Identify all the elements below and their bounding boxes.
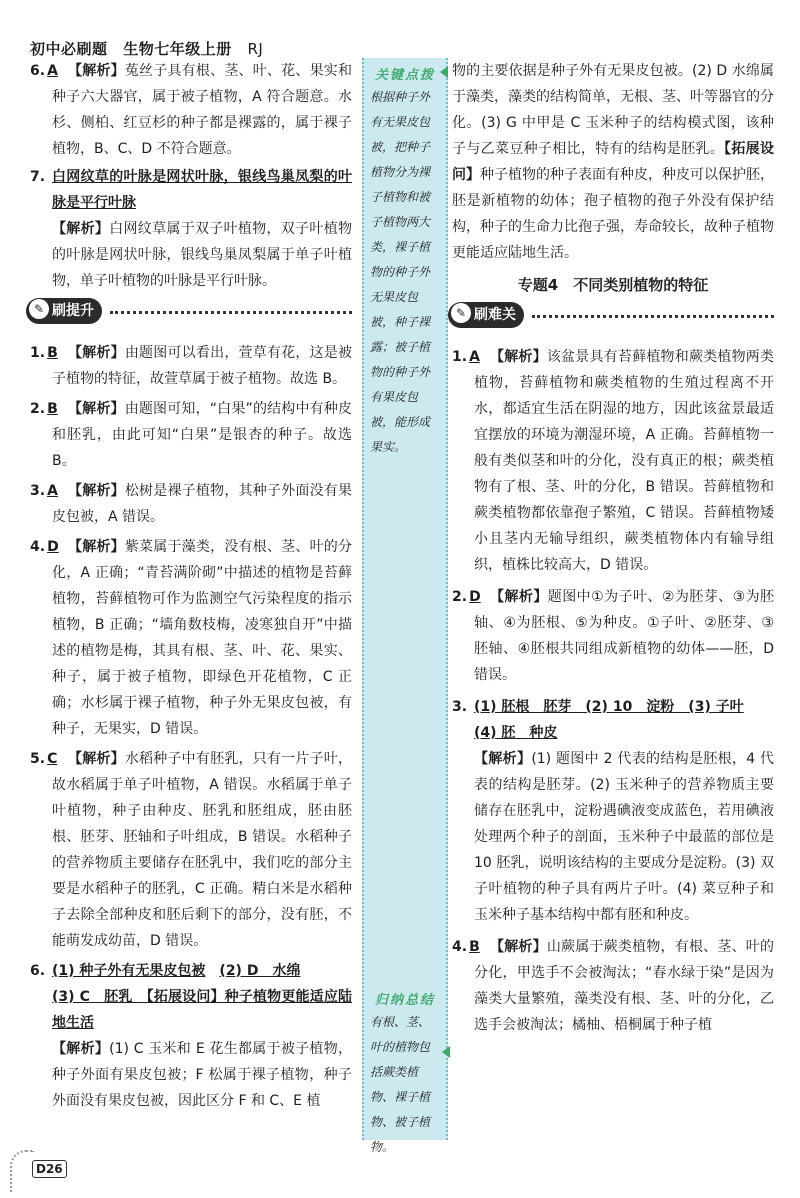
analysis-text: 水稻种子中有胚乳，只有一片子叶，故水稻属于单子叶植物，A 错误。水稻属于单子叶植物，种子由种皮、胚乳和胚组成，胚由胚根、胚芽、胚轴和子叶组成，B 错误。水稻种子的营养物质主要储存在胚乳中，我们吃的部分主要是水稻种子的胚乳，C 正确。精白米是水稻种子去除全部种皮和胚后剩下的部分，没有胚，不能萌发成幼苗，D 错误。 [52, 751, 353, 949]
answer-letter: C [47, 751, 58, 767]
page-corner-decoration [10, 1150, 34, 1192]
answer-part-2: (2) D 水绵 [219, 963, 301, 979]
question-number: 6. [30, 963, 46, 979]
answer-letter: B [469, 939, 480, 955]
answer-q7 [30, 164, 352, 294]
answer-h2 [452, 584, 774, 688]
pointer-arrow-icon [440, 66, 448, 78]
question-number: 1. [30, 345, 46, 361]
answer-part-1: (1) 胚根 胚芽 (2) 10 淀粉 (3) 子叶 [474, 699, 744, 715]
analysis-text: 菟丝子具有根、茎、叶、花、果实和种子六大器官，属于被子植物，A 符合题意。水杉、侧柏、红豆杉的种子都是裸露的，属于裸子植物，B、C、D 不符合题意。 [52, 63, 353, 157]
answer-part-3: (3) C 胚乳 【拓展设问】种子植物更能适应陆地生活 [52, 989, 352, 1031]
key-points-title: 关键点拨 [374, 68, 435, 83]
question-number: 2. [452, 589, 468, 605]
summary-text: 有根、茎、叶的植物包括蕨类植物、裸子植物、被子植物。 [370, 1015, 431, 1154]
analysis-text: 松树是裸子植物，其种子外面没有果皮包被，A 错误。 [52, 483, 353, 525]
edition-label: RJ [247, 40, 264, 58]
left-column [30, 58, 352, 1114]
summary-title: 归纳总结 [374, 993, 435, 1008]
answer-letter: D [469, 589, 481, 605]
key-points-text: 根据种子外有无果皮包被，把种子植物分为裸子植物和被子植物两大类，裸子植物的种子外无果皮包被，种子裸露；被子植物的种子外有果皮包被，能形成果实。 [370, 90, 431, 454]
answer-letter: B [47, 345, 58, 361]
answer-p5 [30, 746, 352, 954]
tips-sidebar [362, 58, 448, 1154]
answer-h4 [452, 934, 774, 1038]
analysis-tag: 【解析】 [68, 751, 125, 767]
question-number: 4. [30, 539, 46, 555]
analysis-text: 山蕨属于蕨类植物，有根、茎、叶的分化，甲选手不会被淘汰；“春水绿于染”是因为藻类大量繁殖，藻类没有根、茎、叶的分化，乙选手会被淘汰；橘柚、梧桐属于种子植 [474, 939, 775, 1033]
banner-label: 刷难关 [474, 307, 516, 323]
page-header [30, 38, 273, 59]
answer-letter: B [47, 401, 58, 417]
question-number: 2. [30, 401, 46, 417]
series-name: 初中必刷题 [30, 40, 108, 58]
subject-name: 生物七年级上册 [123, 40, 232, 58]
answer-letter: A [469, 349, 480, 365]
analysis-tag: 【解析】 [68, 539, 125, 555]
analysis-text: 物的主要依据是种子外有无果皮包被。(2) D 水绵属于藻类，藻类的结构简单，无根、茎、叶等器官的分化。(3) G 中甲是 C 玉米种子的结构模式图，该种子与乙菜豆种子相比，特有的结构是胚乳。 [452, 63, 774, 157]
analysis-text: (1) C 玉米和 E 花生都属于被子植物，种子外面有果皮包被；F 松属于裸子植物，种子外面没有果皮包被，因此区分 F 和 C、E 植 [52, 1041, 352, 1109]
section-banner-improve [26, 298, 352, 334]
analysis-tag: 【解析】 [68, 345, 125, 361]
analysis-tag: 【解析】 [490, 939, 547, 955]
answer-letter: A [47, 483, 58, 499]
analysis-text: 该盆景具有苔藓植物和蕨类植物两类植物，苔藓植物和蕨类植物的生殖过程离不开水，都适宜生活在阴湿的地方，因此该盆景最适宜摆放的环境为潮湿环境，A 正确。苔藓植物一般有类似茎和叶的分化，没有真正的根；蕨类植物有了根、茎、叶的分化，B 错误。苔藓植物和蕨类植物都依靠孢子繁殖，C 错误。苔藓植物矮小且茎内无输导组织，蕨类植物体内有输导组织，植株比较高大，D 错误。 [474, 349, 775, 573]
answer-p4 [30, 534, 352, 742]
section-banner-hard [448, 302, 774, 338]
extension-text: 种子植物的种子表面有种皮，种皮可以保护胚，胚是新植物的幼体；孢子植物的孢子外没有保护结构，种子的生命力比孢子强，寿命较长，故种子植物更能适应陆地生活。 [452, 167, 774, 261]
question-number: 1. [452, 349, 468, 365]
question-number: 6. [30, 63, 46, 79]
analysis-tag: 【解析】 [490, 589, 548, 605]
question-number: 7. [30, 169, 46, 185]
question-number: 4. [452, 939, 468, 955]
answer-letter: A [47, 63, 58, 79]
answer-p6 [30, 958, 352, 1114]
answer-text: 白网纹草的叶脉是网状叶脉，银线鸟巢凤梨的叶脉是平行叶脉 [52, 169, 352, 211]
answer-p1 [30, 340, 352, 392]
analysis-text: 白网纹草属于双子叶植物，双子叶植物的叶脉是网状叶脉，银线鸟巢凤梨属于单子叶植物，单子叶植物的叶脉是平行叶脉。 [52, 221, 353, 289]
analysis-tag: 【解析】 [68, 483, 125, 499]
answer-part-1: (1) 种子外有无果皮包被 [52, 963, 206, 979]
brush-icon: ✎ [29, 299, 49, 319]
summary-box [364, 983, 446, 1160]
analysis-tag: 【解析】 [52, 221, 110, 237]
answer-p2 [30, 396, 352, 474]
analysis-tag: 【解析】 [68, 63, 125, 79]
answer-part-2: (4) 胚 种皮 [474, 725, 558, 741]
analysis-tag: 【解析】 [474, 751, 532, 767]
question-number: 3. [452, 699, 468, 715]
question-number: 3. [30, 483, 46, 499]
dotted-divider [110, 311, 352, 314]
answer-q6-a [30, 58, 352, 162]
answer-p3 [30, 478, 352, 530]
answer-h3 [452, 694, 774, 928]
continued-analysis [452, 58, 774, 266]
analysis-tag: 【解析】 [490, 349, 547, 365]
analysis-text: (1) 题图中 2 代表的结构是胚根，4 代表的结构是胚芽。(2) 玉米种子的营养物质主要储存在胚乳中，淀粉遇碘液变成蓝色，若用碘液处理两个种子的剖面，玉米种子中最蓝的部位是 10 胚乳，说明该结构的主要成分是淀粉。(3) 双子叶植物的种子具有两片子叶。(4) 菜豆种子和玉米种子基本结构中都有胚和种皮。 [474, 751, 774, 923]
extension-tag: 【拓展设问】 [452, 141, 775, 183]
right-column [452, 58, 774, 1038]
question-number: 5. [30, 751, 46, 767]
banner-label: 刷提升 [52, 303, 94, 319]
page-number: D26 [32, 1160, 67, 1178]
brush-icon: ✎ [451, 303, 471, 323]
analysis-text: 题图中①为子叶、②为胚芽、③为胚轴、④为胚根、⑤为种皮。①子叶、②胚芽、③胚轴、④胚根共同组成新植物的幼体——胚，D 错误。 [474, 589, 775, 683]
pointer-arrow-icon [442, 1046, 450, 1058]
analysis-text: 由题图可以看出，萱草有花，这是被子植物的特征，故萱草属于被子植物。故选 B。 [52, 345, 353, 387]
analysis-text: 由题图可知，“白果”的结构中有种皮和胚乳，由此可知“白果”是银杏的种子。故选 B。 [52, 401, 352, 469]
dotted-divider [532, 315, 774, 318]
answer-letter: D [47, 539, 59, 555]
analysis-tag: 【解析】 [52, 1041, 110, 1057]
analysis-text: 紫菜属于藻类，没有根、茎、叶的分化，A 正确；“青苔满阶砌”中描述的植物是苔藓植物，苔藓植物可作为监测空气污染程度的指示植物，B 正确；“墙角数枝梅，凌寒独自开”中描述的植物是梅，其具有根、茎、叶、花、果实、种子，属于被子植物，即绿色开花植物，C 正确；水杉属于裸子植物，种子外无果皮包被，有种子，无果实，D 错误。 [52, 539, 353, 737]
answer-h1 [452, 344, 774, 578]
analysis-tag: 【解析】 [68, 401, 125, 417]
topic-heading: 专题4 不同类别植物的特征 [517, 276, 709, 294]
